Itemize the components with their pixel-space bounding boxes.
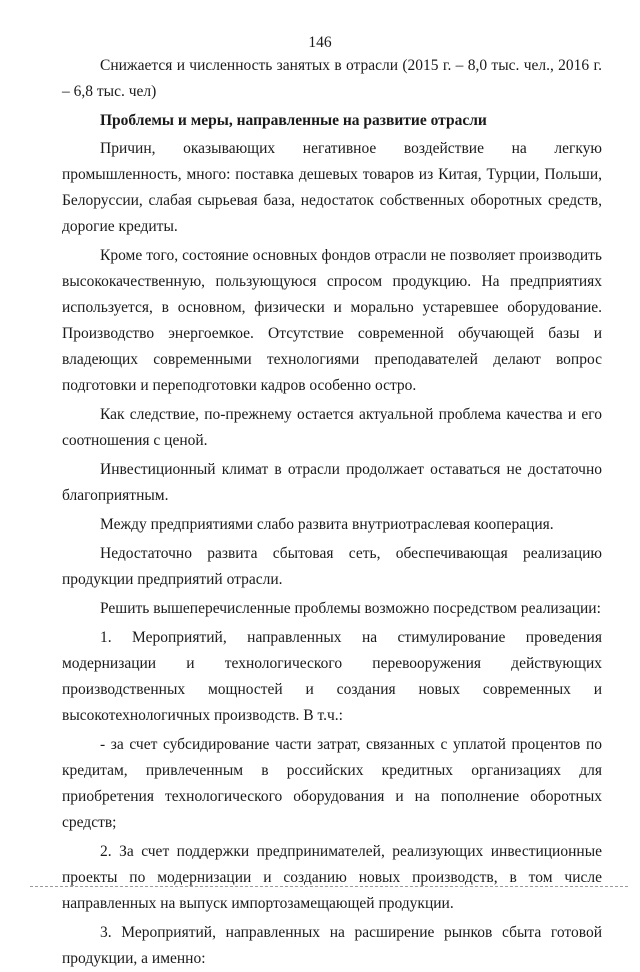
paragraph-sales-network: Недостаточно развита сбытовая сеть, обеспечивающая реализацию продукции предприятий отрасли. xyxy=(62,545,602,588)
paragraph-causes: Причин, оказывающих негативное воздействие на легкую промышленность, много: поставка дешевых товаров из Китая, Турции, Польши, Белоруссии, слабая сырьевая база, недостаток собственных оборотных средств, дорогие кредиты. xyxy=(62,140,602,235)
section-heading: Проблемы и меры, направленные на развитие отрасли xyxy=(100,112,487,129)
paragraph-quality: Как следствие, по-прежнему остается актуальной проблема качества и его соотношения с ценой. xyxy=(62,406,602,449)
list-item-1: 1. Мероприятий, направленных на стимулирование проведения модернизации и технологического перевооружения действующих производственных мощностей и создания новых современных и высокотехнологичных производств. В т.ч.: xyxy=(62,629,602,724)
paragraph-investment-climate: Инвестиционный климат в отрасли продолжает оставаться не достаточно благоприятным. xyxy=(62,461,602,504)
paragraph-employment: Снижается и численность занятых в отрасли (2015 г. – 8,0 тыс. чел., 2016 г. – 6,8 тыс. чел) xyxy=(62,57,602,100)
list-item-3: 3. Мероприятий, направленных на расширение рынков сбыта готовой продукции, а именно: xyxy=(62,924,602,967)
page-body xyxy=(62,53,602,972)
page-bottom-divider xyxy=(30,886,628,887)
list-item-2: 2. За счет поддержки предпринимателей, реализующих инвестиционные проекты по модернизации и созданию новых производств, в том числе направленных на выпуск импортозамещающей продукции. xyxy=(62,843,602,912)
page-number: 146 xyxy=(308,34,332,51)
paragraph-cooperation: Между предприятиями слабо развита внутриотраслевая кооперация. xyxy=(100,516,554,533)
paragraph-solutions-intro: Решить вышеперечисленные проблемы возможно посредством реализации: xyxy=(100,600,601,617)
list-subitem-subsidies: - за счет субсидирование части затрат, связанных с уплатой процентов по кредитам, привлеченным в российских кредитных организациях для приобретения технологического оборудования и на пополнение оборотных средств; xyxy=(62,736,602,831)
paragraph-fixed-assets: Кроме того, состояние основных фондов отрасли не позволяет производить высококачественную, пользующуюся спросом продукцию. На предприятиях используется, в основном, физически и морально устаревшее оборудование. Производство энергоемкое. Отсутствие современной обучающей базы и владеющих современными технологиями преподавателей делают вопрос подготовки и переподготовки кадров особенно остро. xyxy=(62,247,602,394)
